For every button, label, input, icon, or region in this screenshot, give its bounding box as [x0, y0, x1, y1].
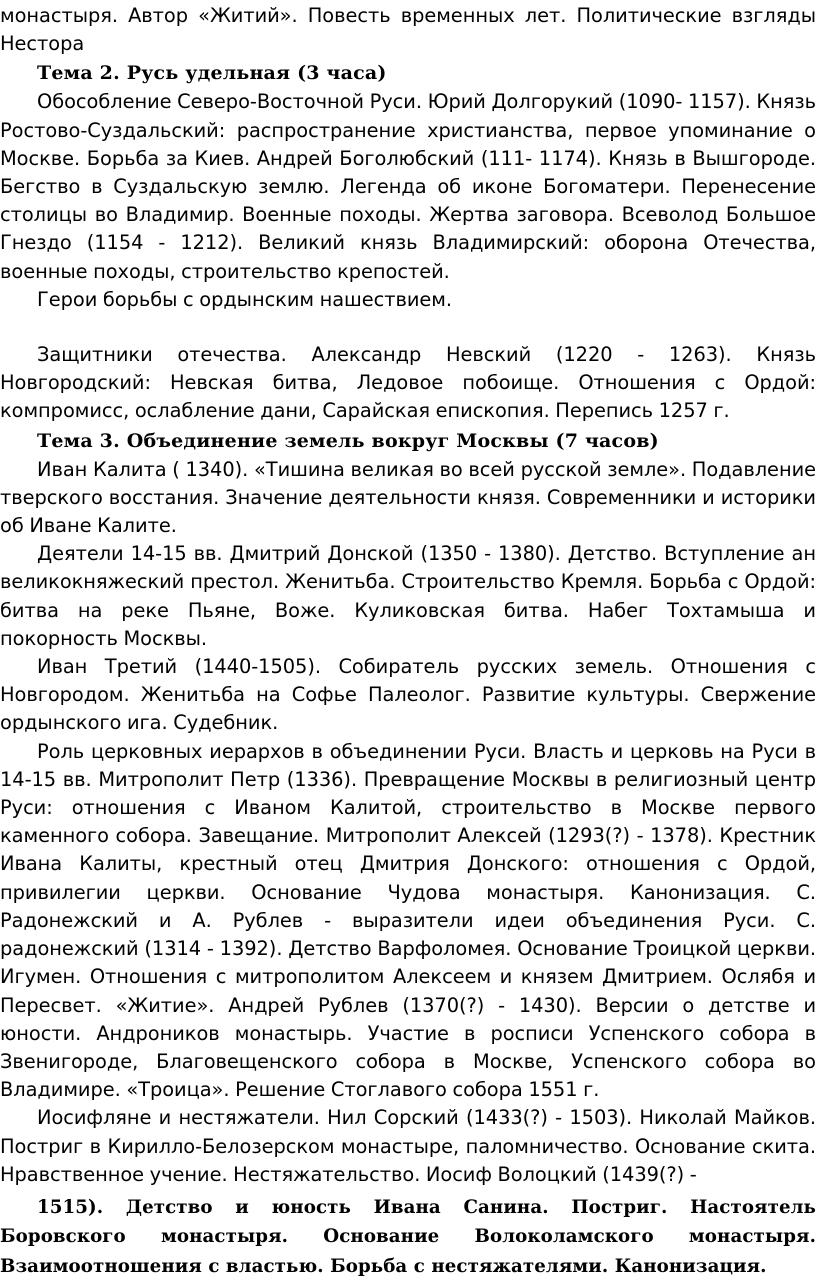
paragraph-ivan-kalita: Иван Калита ( 1340). «Тишина великая во всей русской земле». Подавление тверского восстания. Значение деятельности князя. Современники и историки об Иване Калите.	[0, 457, 816, 538]
paragraph-ivan-third: Иван Третий (1440-1505). Собиратель русских земель. Отношения с Новгородом. Женитьба на Софье Палеолог. Развитие культуры. Свержение ордынского ига. Судебник.	[0, 655, 816, 735]
paragraph-ivan-sanin-bold: 1515). Детство и юность Ивана Санина. Постриг. Настоятель Боровского монастыря. Основание Волоколамского монастыря. Взаимоотношения с властью. Борьба с нестяжателями. Канонизация.	[0, 1196, 816, 1277]
paragraph-dmitry-donskoy: Деятели 14-15 вв. Дмитрий Донской (1350 - 1380). Детство. Вступление ан великокняжеский престол. Женитьба. Строительство Кремля. Борьба с Ордой: битва на реке Пьяне, Воже. Куликовская битва. Набег Тохтамыша и покорность Москвы.	[0, 542, 816, 650]
paragraph-church-hierarchs: Роль церковных иерархов в объединении Руси. Власть и церковь на Руси в 14-15 вв. Митрополит Петр (1336). Превращение Москвы в религиозный центр Руси: отношения с Иваном Калитой, строительство в Москве первого каменного собора. Завещание. Митрополит Алексей (1293(?) - 1378). Крестник Ивана Калиты, крестный отец Дмитрия Донского: отношения с Ордой, привилегии церкви. Основание Чудова монастыря. Канонизация. С. Радонежский и А. Рублев - выразители идеи объединения Руси. С. радонежский (1314 - 1392). Детство Варфоломея. Основание Троицкой церкви. Игумен. Отношения с митрополитом Алексеем и князем Дмитрием. Ослябя и Пересвет. «Житие». Андрей Рублев (1370(?) - 1430). Версии о детстве и юности. Андроников монастырь. Участие в росписи Успенского собора в Звенигороде, Благовещенского собора в Москве, Успенского собора во Владимире. «Троица». Решение Стоглавого собора 1551 г.	[0, 739, 816, 1102]
paragraph-josephites: Иосифляне и нестяжатели. Нил Сорский (1433(?) - 1503). Николай Майков. Постриг в Кирилло-Белозерском монастыре, паломничество. Основание скита. Нравственное учение. Нестяжательство. Иосиф Волоцкий (1439(?) -	[0, 1106, 816, 1186]
paragraph-intro: монастыря. Автор «Житий». Повесть временных лет. Политические взгляды Нестора	[0, 4, 816, 56]
topic-2-heading: Тема 2. Русь удельная (3 часа)	[37, 62, 387, 85]
paragraph-northeast-rus: Обособление Северо-Восточной Руси. Юрий Долгорукий (1090- 1157). Князь Ростово-Суздальский: распространение христианства, первое упоминание о Москве. Борьба за Киев. Андрей Боголюбский (111- 1174). Князь в Вышгороде. Бегство в Суздальскую землю. Легенда об иконе Богоматери. Перенесение столицы во Владимир. Военные походы. Жертва заговора. Всеволод Большое Гнездо (1154 - 1212). Великий князь Владимирский: оборона Отечества, военные походы, строительство крепостей.	[0, 90, 816, 283]
blank-line	[0, 314, 816, 341]
topic-3-heading: Тема 3. Объединение земель вокруг Москвы (7 часов)	[37, 429, 659, 452]
paragraph-defenders: Защитники отечества. Александр Невский (1220 - 1263). Князь Новгородский: Невская битва, Ледовое побоище. Отношения с Ордой: компромисс, ослабление дани, Сарайская епископия. Перепись 1257 г.	[0, 343, 816, 423]
paragraph-heroes: Герои борьбы с ордынским нашествием.	[37, 287, 452, 311]
